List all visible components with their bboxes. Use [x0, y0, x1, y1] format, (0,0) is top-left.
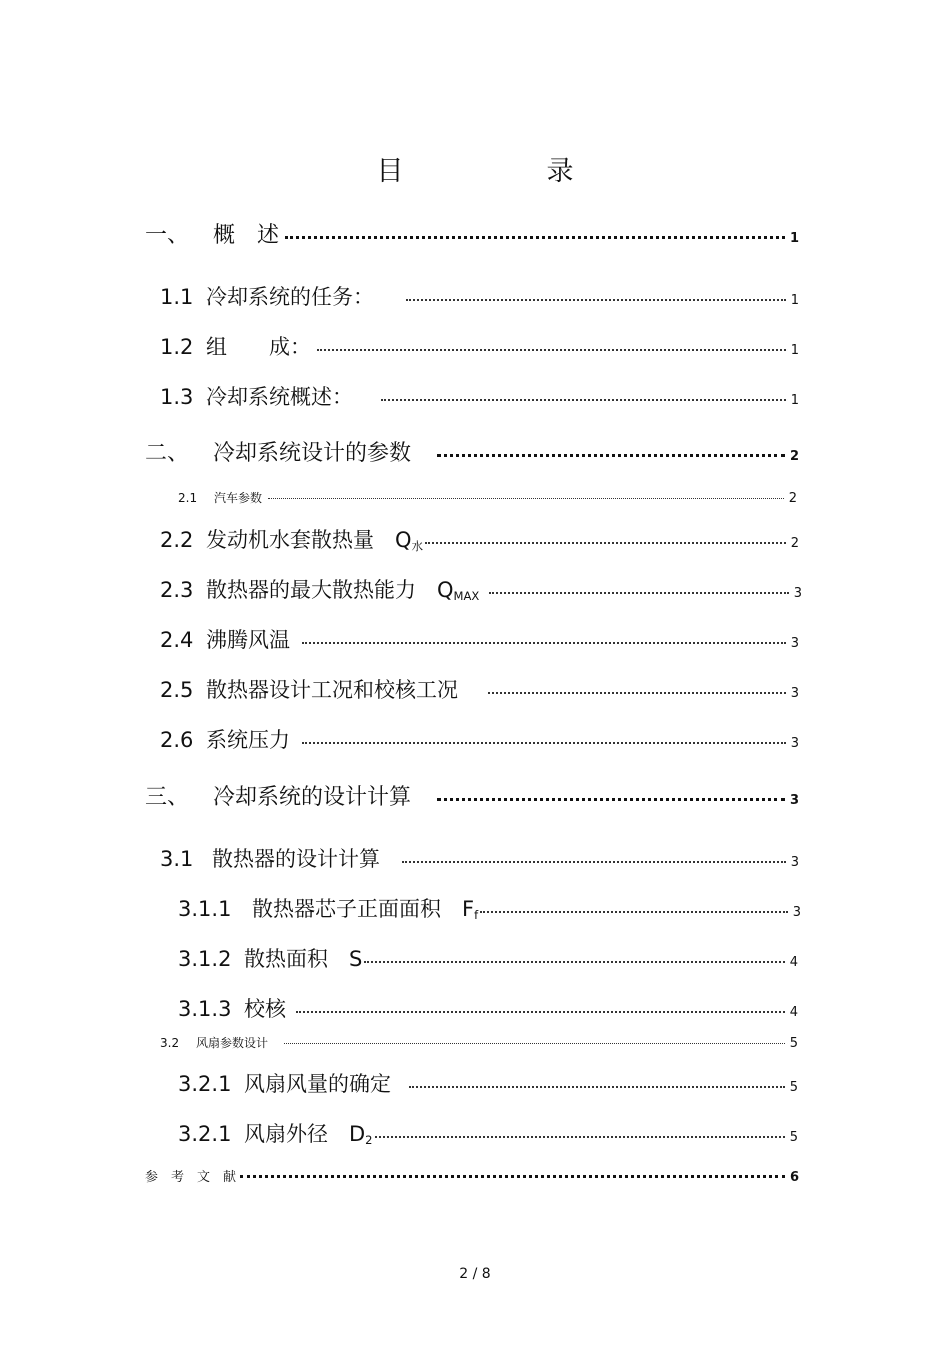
toc-entry-chapter-3[interactable]	[145, 780, 799, 811]
toc-number: 2.4	[160, 628, 194, 652]
toc-number: 二、	[145, 441, 190, 466]
toc-entry-3-2-1-fan-volume[interactable]	[178, 1068, 798, 1098]
toc-leader	[480, 911, 788, 913]
toc-leader	[402, 861, 786, 863]
toc-page-number: 5	[789, 1080, 798, 1095]
toc-entry-3-2[interactable]	[160, 1034, 798, 1051]
toc-page-number: 4	[789, 955, 798, 970]
toc-leader	[302, 742, 786, 744]
toc-leader	[406, 299, 786, 301]
toc-number: 2.1	[178, 491, 198, 505]
toc-leader	[317, 349, 786, 351]
toc-label: 冷却系统概述：	[206, 385, 353, 409]
toc-page-number: 1	[790, 393, 799, 408]
toc-number: 3.1	[160, 847, 194, 871]
toc-leader	[409, 1086, 785, 1088]
toc-entry-1-2[interactable]	[160, 331, 799, 361]
toc-entry-2-1[interactable]	[178, 489, 797, 506]
toc-entry-2-6[interactable]	[160, 724, 799, 754]
toc-number: 一、	[145, 223, 190, 248]
toc-label: 校核	[244, 997, 286, 1021]
toc-page-number: 3	[790, 686, 799, 701]
toc-page-number: 3	[792, 905, 801, 920]
toc-label: 散热器芯子正面面积 F f	[252, 897, 479, 922]
toc-leader	[488, 692, 786, 694]
toc-number: 2.2	[160, 528, 194, 552]
toc-entry-2-5[interactable]	[160, 674, 799, 704]
toc-label: 散热器的设计计算	[212, 847, 380, 871]
page-title: 目 录	[376, 156, 632, 187]
toc-label: 风扇风量的确定	[244, 1072, 391, 1096]
toc-entry-2-4[interactable]	[160, 624, 799, 654]
toc-label: 冷却系统的设计计算	[213, 785, 412, 810]
toc-entry-3-1-3[interactable]	[178, 993, 798, 1023]
toc-label: 参 考 文 献	[145, 1170, 237, 1185]
toc-number: 2.3	[160, 578, 194, 602]
toc-label: 冷却系统设计的参数	[213, 441, 412, 466]
toc-leader	[268, 498, 784, 499]
toc-page-number: 2	[788, 491, 797, 506]
toc-page-number: 4	[789, 1005, 798, 1020]
toc-number: 1.2	[160, 335, 194, 359]
toc-number: 3.1.3	[178, 997, 232, 1021]
toc-page-number: 3	[789, 793, 799, 808]
toc-leader	[296, 1011, 785, 1013]
toc-entry-2-2[interactable]	[160, 524, 799, 554]
toc-number: 3.1.2	[178, 947, 232, 971]
toc-label: 系统压力	[206, 728, 290, 752]
toc-page-number: 2	[790, 536, 799, 551]
toc-label: 散热器的最大散热能力 Q MAX	[206, 578, 480, 603]
toc-label: 组 成：	[206, 335, 311, 359]
toc-page-number: 1	[789, 231, 799, 246]
toc-entry-3-2-1-fan-diameter[interactable]	[178, 1118, 798, 1148]
toc-page-number: 1	[790, 343, 799, 358]
toc-page-number: 5	[789, 1130, 798, 1145]
toc-label: 散热面积 S	[244, 947, 363, 971]
toc-entry-3-1-2[interactable]	[178, 943, 798, 973]
toc-leader	[364, 961, 784, 963]
toc-label: 风扇外径 D 2	[244, 1122, 373, 1147]
toc-label: 散热器设计工况和校核工况	[206, 678, 458, 702]
toc-label: 概 述	[213, 223, 280, 248]
toc-label: 冷却系统的任务：	[206, 285, 374, 309]
toc-leader	[240, 1175, 785, 1178]
toc-leader	[375, 1136, 785, 1138]
toc-leader	[425, 542, 786, 544]
toc-page-number: 5	[789, 1036, 798, 1051]
toc-entry-chapter-2[interactable]	[145, 436, 799, 467]
toc-entry-1-3[interactable]	[160, 381, 799, 411]
toc-entry-3-1-1[interactable]	[178, 893, 801, 923]
toc-leader	[489, 592, 788, 594]
toc-page-number: 6	[789, 1170, 799, 1185]
toc-leader	[285, 236, 785, 239]
toc-entry-1-1[interactable]	[160, 281, 799, 311]
toc-page-number: 3	[790, 636, 799, 651]
toc-leader	[437, 454, 785, 457]
toc-leader	[284, 1043, 785, 1044]
toc-number: 2.5	[160, 678, 194, 702]
toc-number: 3.2.1	[178, 1122, 232, 1146]
toc-number: 三、	[145, 785, 190, 810]
toc-page-number: 1	[790, 293, 799, 308]
toc-leader	[437, 798, 785, 801]
toc-entry-overview[interactable]	[145, 218, 799, 249]
toc-page-number: 3	[790, 855, 799, 870]
toc-label: 发动机水套散热量 Q 水	[206, 528, 424, 553]
toc-number: 3.2.1	[178, 1072, 232, 1096]
toc-entry-3-1[interactable]	[160, 843, 799, 873]
toc-page-number: 3	[793, 586, 802, 601]
toc-number: 3.1.1	[178, 897, 232, 921]
toc-page-number: 2	[789, 449, 799, 464]
toc-label: 沸腾风温	[206, 628, 290, 652]
toc-label: 风扇参数设计	[196, 1036, 269, 1050]
toc-page-number: 3	[790, 736, 799, 751]
toc-entry-references[interactable]	[145, 1166, 799, 1185]
toc-leader	[302, 642, 786, 644]
toc-number: 2.6	[160, 728, 194, 752]
toc-label: 汽车参数	[214, 491, 263, 505]
toc-number: 1.1	[160, 285, 194, 309]
toc-leader	[381, 399, 786, 401]
toc-number: 1.3	[160, 385, 194, 409]
page-number-footer: 2 / 8	[459, 1266, 491, 1282]
toc-entry-2-3[interactable]	[160, 574, 802, 604]
toc-number: 3.2	[160, 1036, 180, 1050]
